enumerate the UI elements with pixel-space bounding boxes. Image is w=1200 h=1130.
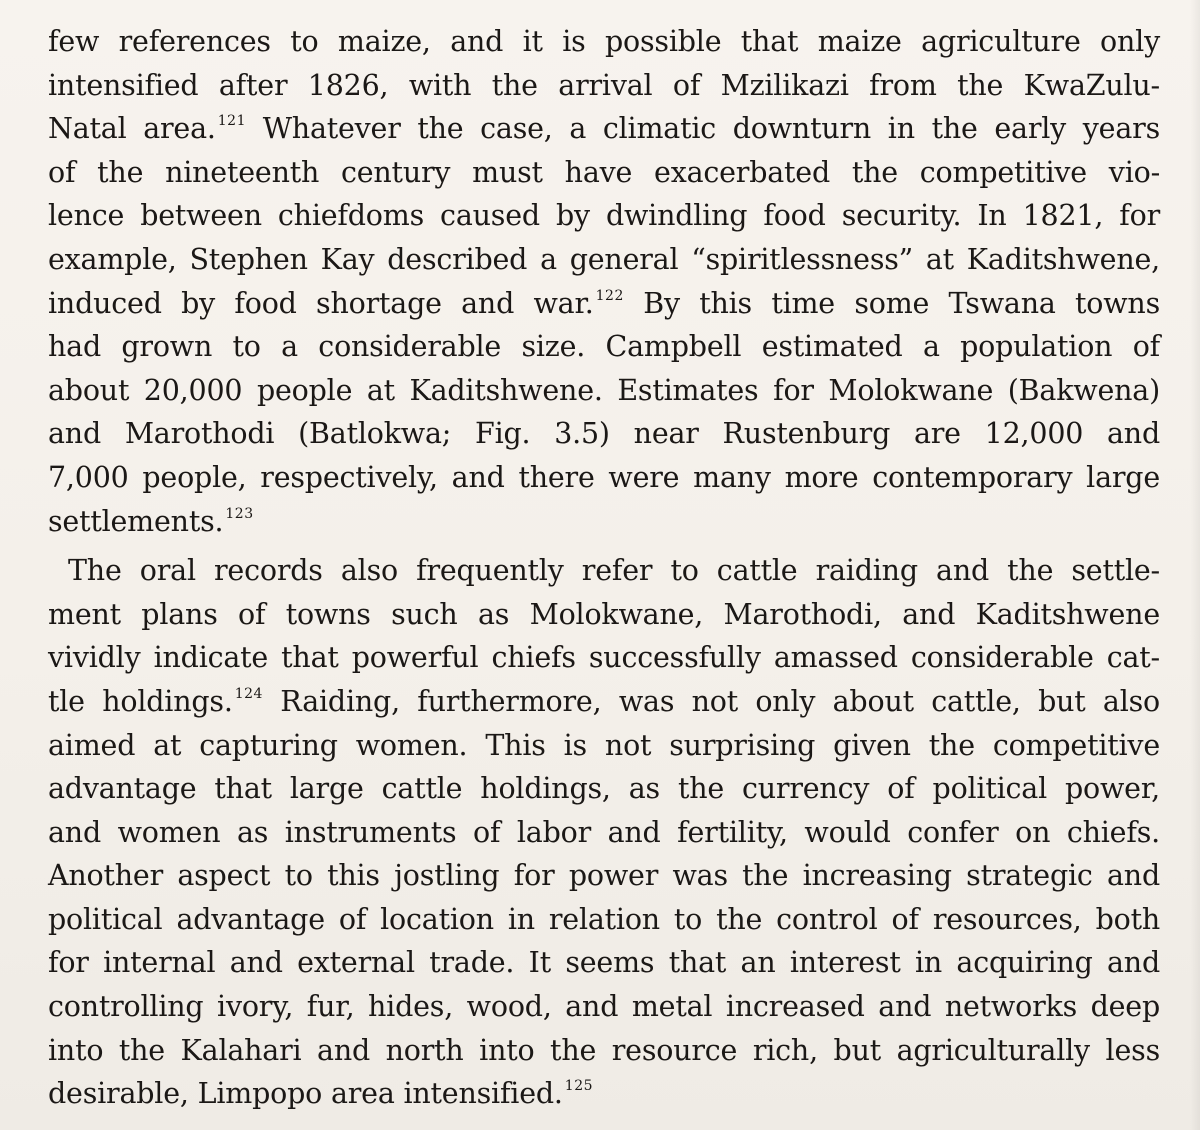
text-line-25 <box>48 1072 1160 1116</box>
line-text: advantage that large cattle holdings, as the currency of political power, <box>48 772 1160 806</box>
text-line-6 <box>48 238 1160 282</box>
footnote-ref-125[interactable]: 125 <box>564 1078 594 1095</box>
line-text: lence between chiefdoms caused by dwindling food security. In 1821, for <box>48 199 1160 233</box>
line-text: controlling ivory, fur, hides, wood, and metal increased and networks deep <box>48 990 1160 1024</box>
page-edge-shadow <box>1190 0 1200 1130</box>
line-text: had grown to a considerable size. Campbell estimated a population of <box>48 330 1160 364</box>
line-text: desirable, Limpopo area intensified. <box>48 1077 563 1111</box>
text-line-13 <box>48 549 1160 593</box>
text-line-3 <box>48 107 1160 151</box>
text-line-8 <box>48 325 1160 369</box>
line-text: intensified after 1826, with the arrival of Mzilikazi from the KwaZulu- <box>48 68 1160 102</box>
footnote-ref-122[interactable]: 122 <box>595 287 624 304</box>
line-text: aimed at capturing women. This is not surprising given the competitive <box>48 728 1160 762</box>
line-text: The oral records also frequently refer to cattle raiding and the settle- <box>68 554 1160 588</box>
text-line-24 <box>48 1029 1160 1073</box>
line-text: vividly indicate that powerful chiefs successfully amassed considerable cat- <box>48 641 1160 675</box>
text-line-15 <box>48 636 1160 680</box>
line-text: Raiding, furthermore, was not only about cattle, but also <box>262 684 1161 718</box>
text-line-20 <box>48 854 1160 898</box>
text-line-4 <box>48 151 1160 195</box>
line-text: settlements. <box>48 504 224 538</box>
text-line-10 <box>48 412 1160 456</box>
text-line-12 <box>48 500 1160 544</box>
line-text: induced by food shortage and war. <box>48 286 594 320</box>
footnote-ref-121[interactable]: 121 <box>217 113 246 130</box>
line-text: political advantage of location in relation to the control of resources, both <box>48 902 1160 936</box>
line-text: ment plans of towns such as Molokwane, Marothodi, and Kaditshwene <box>48 597 1160 631</box>
footnote-ref-123[interactable]: 123 <box>225 505 254 522</box>
text-line-22 <box>48 941 1160 985</box>
footnote-ref-124[interactable]: 124 <box>234 685 263 702</box>
text-line-1 <box>48 20 1160 64</box>
line-text: few references to maize, and it is possible that maize agriculture only <box>48 25 1160 58</box>
text-line-7 <box>48 282 1160 326</box>
line-text: Another aspect to this jostling for power was the increasing strategic and <box>48 859 1160 893</box>
text-line-2 <box>48 64 1160 108</box>
text-line-18 <box>48 767 1160 811</box>
line-text: 7,000 people, respectively, and there were many more contemporary large <box>48 460 1160 494</box>
text-line-19 <box>48 811 1160 855</box>
line-text: about 20,000 people at Kaditshwene. Estimates for Molokwane (Bakwena) <box>48 373 1160 407</box>
line-text: and Marothodi (Batlokwa; Fig. 3.5) near Rustenburg are 12,000 and <box>48 417 1160 451</box>
line-text: for internal and external trade. It seems that an interest in acquiring and <box>48 946 1160 980</box>
text-line-11 <box>48 456 1160 500</box>
text-line-16 <box>48 680 1160 724</box>
text-line-23 <box>48 985 1160 1029</box>
line-text: tle holdings. <box>48 684 233 718</box>
body-text <box>48 20 1160 1116</box>
text-line-17 <box>48 724 1160 768</box>
line-text: and women as instruments of labor and fertility, would confer on chiefs. <box>48 815 1160 849</box>
text-line-21 <box>48 898 1160 942</box>
line-text: Whatever the case, a climatic downturn in the early years <box>245 112 1160 146</box>
text-line-9 <box>48 369 1160 413</box>
line-text: of the nineteenth century must have exacerbated the competitive vio- <box>48 155 1160 189</box>
line-text: example, Stephen Kay described a general “spiritlessness” at Kaditshwene, <box>48 242 1160 276</box>
line-text: Natal area. <box>48 112 216 146</box>
line-text: By this time some Tswana towns <box>623 286 1160 320</box>
line-text: into the Kalahari and north into the resource rich, but agriculturally less <box>48 1033 1160 1067</box>
text-line-5 <box>48 194 1160 238</box>
text-line-14 <box>48 593 1160 637</box>
